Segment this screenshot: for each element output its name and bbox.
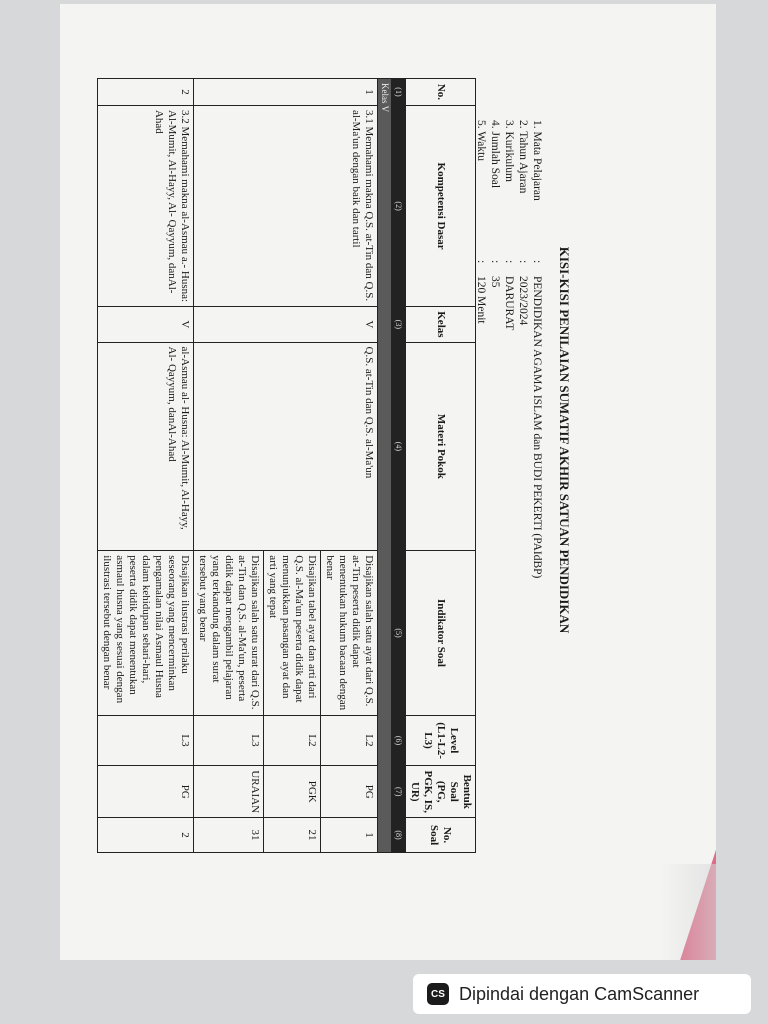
cell-bentuk: PG (98, 766, 194, 818)
cell-level: L3 (98, 715, 194, 766)
cell-level: L2 (264, 715, 321, 766)
rotated-document (101, 0, 588, 880)
header-bentuk: Bentuk Soal (PG, PGK, IS, UR) (406, 766, 476, 818)
camscanner-label: Dipindai dengan CamScanner (459, 983, 700, 1004)
document-meta (474, 120, 544, 578)
cell-kelas: V (194, 307, 378, 342)
header-materi: Materi Pokok (406, 342, 476, 551)
cell-bentuk: PGK (264, 766, 321, 818)
cell-level: L3 (194, 715, 264, 766)
document-title: KISI-KISI PENILAIAN SUMATIF AKHIR SATUAN PENDIDIKAN (557, 246, 572, 634)
column-number-row: (1) (2) (3) (4) (5) (6) (7) (8) (392, 79, 406, 853)
cell-indikator: Disajikan salah satu ayat dari Q.S. at-Tin peserta didik dapat menentukan hukum bacaan dengan benar (321, 551, 378, 716)
cell-nosoal: 1 (321, 818, 378, 853)
kelas-row: Kelas V (378, 79, 392, 853)
camscanner-badge (413, 974, 751, 1014)
header-indikator: Indikator Soal (406, 551, 476, 716)
cell-bentuk: URAIAN (194, 766, 264, 818)
header-nosoal: No. Soal (406, 818, 476, 853)
camscanner-logo-icon: CS (427, 983, 449, 1005)
meta-row: 4. Jumlah Soal : 35 (489, 120, 501, 288)
cell-indikator: Disajikan tabel ayat dan arti dari Q.S. al-Ma'un peserta didik dapat menunjukkan pasangan ayat dan arti yang tepat (264, 551, 321, 716)
header-level: Level (L1-L2-L3) (406, 715, 476, 766)
cell-kompetensi: 3.1 Memahami makna Q.S. at-Tin dan Q.S. al-Ma'un dengan baik dan tartil (194, 105, 378, 306)
cell-nosoal: 21 (264, 818, 321, 853)
header-no: No. (406, 79, 476, 106)
cell-nosoal: 2 (98, 818, 194, 853)
cell-materi: al-Asmau al- Husna: Al-Mumit, Al-Hayy, Al- Qayyum, danAl-Ahad (98, 342, 194, 551)
cell-indikator: Disajikan ilustrasi perilaku seseorang yang mencerminkan pengamalan nilai Asmaul Husna dalam kehidupan sehari-hari, peserta didik dapat menentukan asmaul husna yang sesuai dengan ilustrasi tersebut dengan benar (98, 551, 194, 716)
meta-row: 3. Kurikulum : DARURAT (503, 120, 515, 331)
kisi-kisi-table (97, 78, 476, 853)
cell-bentuk: PG (321, 766, 378, 818)
cell-materi: Q.S. at-Tin dan Q.S. al-Ma'un (194, 342, 378, 551)
header-kelas: Kelas (406, 307, 476, 342)
header-row (406, 79, 476, 853)
cell-kelas: V (98, 307, 194, 342)
meta-row: 1. Mata Pelajaran : PENDIDIKAN AGAMA ISLAM dan BUDI PEKERTI (PAIdBP) (531, 120, 543, 579)
cell-nosoal: 31 (194, 818, 264, 853)
cell-indikator: Disajikan salah satu surat dari Q.S. at-Tin dan Q.S. al-Ma'un, peserta didik dapat mengambil pelajaran yang terkandung dalam surat tersebut yang benar (194, 551, 264, 716)
meta-row: 2. Tahun Ajaran : 2023/2024 (517, 120, 529, 326)
table-row (98, 79, 194, 853)
meta-row: 5. Waktu : 120 Menit (475, 120, 487, 324)
table-row (321, 79, 378, 853)
cell-no: 2 (98, 79, 194, 106)
cell-no: 1 (194, 79, 378, 106)
cell-level: L2 (321, 715, 378, 766)
cell-kompetensi: 3.2 Memahami makna al-Asmau a.- Husna: Al-Mumit, Al-Hayy, Al- Qayyum, danAl-Ahad (98, 105, 194, 306)
header-kompetensi: Kompetensi Dasar (406, 105, 476, 306)
